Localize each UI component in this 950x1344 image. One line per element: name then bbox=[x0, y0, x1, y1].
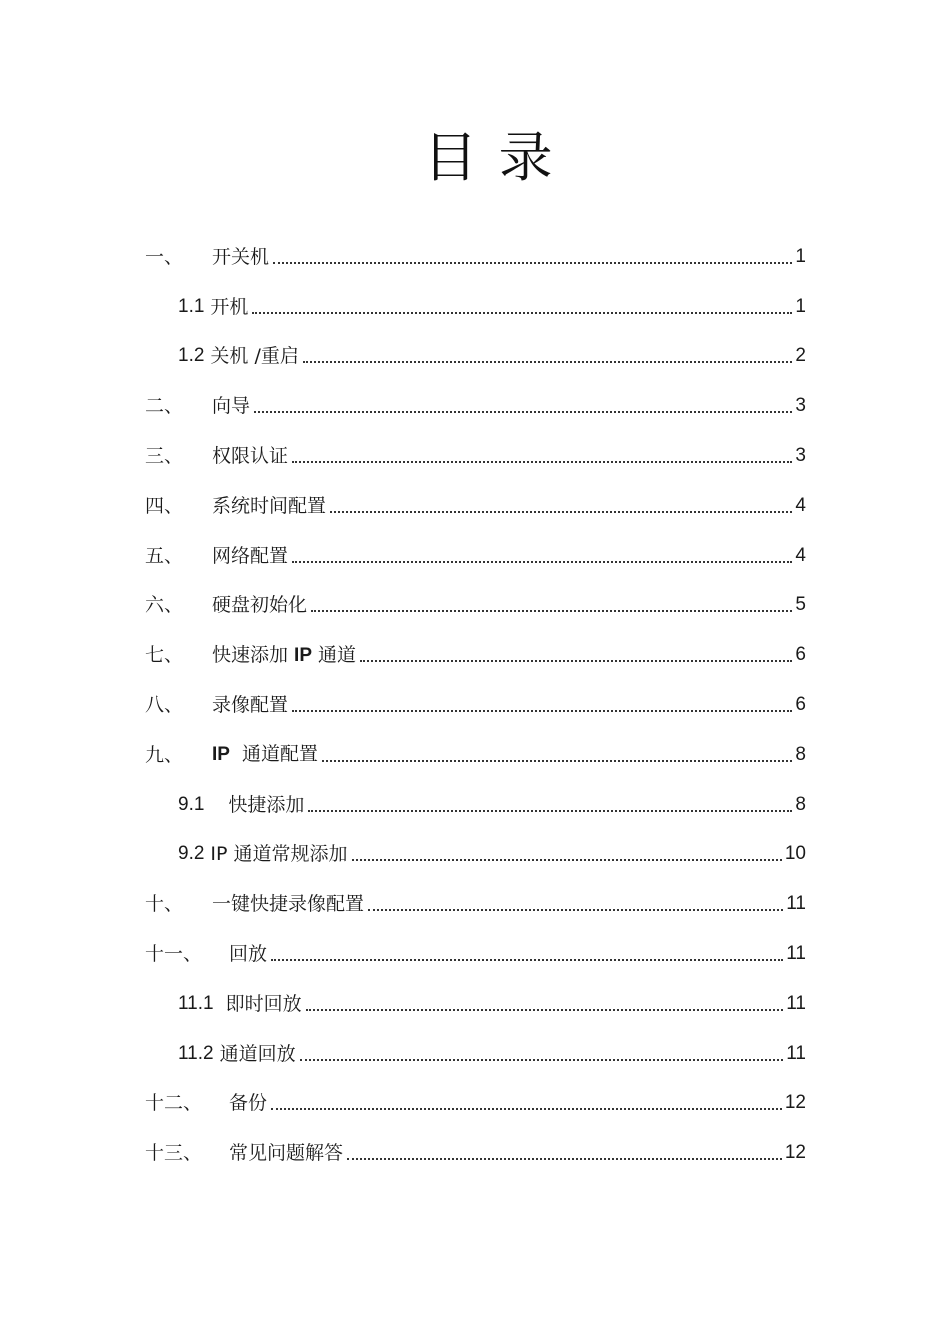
toc-entry-number: 五、 bbox=[145, 544, 184, 567]
toc-entry-number: 九、 bbox=[145, 743, 184, 766]
toc-entry-label bbox=[145, 492, 330, 520]
toc-entry-channel-playback[interactable] bbox=[145, 1029, 806, 1079]
toc-entry-number: 二、 bbox=[145, 395, 184, 418]
toc-dot-leader bbox=[306, 990, 784, 1018]
toc-page-number: 6 bbox=[795, 694, 806, 716]
toc-entry-number: 六、 bbox=[145, 594, 184, 617]
toc-entry-number: 一、 bbox=[145, 245, 184, 268]
toc-page-number: 11 bbox=[786, 992, 806, 1014]
toc-entry-text-part: 通道配置 bbox=[229, 743, 319, 766]
toc-dot-leader bbox=[271, 1089, 782, 1117]
toc-dot-leader bbox=[347, 1139, 782, 1167]
toc-entry-text: 关机 /重启 bbox=[210, 345, 299, 368]
toc-entry-label bbox=[145, 1139, 347, 1167]
toc-entry-one-key-recording[interactable] bbox=[145, 879, 806, 929]
toc-entry-label bbox=[145, 1089, 271, 1117]
toc-entry-number: 1.2 bbox=[178, 345, 205, 367]
toc-entry-number: 四、 bbox=[145, 494, 184, 517]
toc-entry-label bbox=[145, 542, 292, 570]
toc-entry-label bbox=[178, 342, 303, 370]
toc-entry-text: 即时回放 bbox=[225, 992, 302, 1015]
toc-entry-shutdown-restart[interactable] bbox=[145, 332, 806, 382]
toc-entry-text-part: 快速添加 bbox=[212, 643, 295, 666]
toc-page-number: 12 bbox=[784, 1092, 806, 1114]
toc-entry-label bbox=[178, 293, 252, 321]
toc-dot-leader bbox=[352, 840, 782, 868]
toc-dot-leader bbox=[254, 392, 792, 420]
toc-entry-label bbox=[145, 392, 254, 420]
toc-entry-number: 9.2 bbox=[178, 843, 205, 865]
toc-dot-leader bbox=[300, 1040, 784, 1068]
toc-entry-number: 11.1 bbox=[178, 992, 214, 1014]
toc-entry-recording-config[interactable] bbox=[145, 680, 806, 730]
toc-entry-number: 十二、 bbox=[145, 1092, 203, 1115]
toc-dot-leader bbox=[360, 641, 792, 669]
toc-dot-leader bbox=[330, 492, 792, 520]
toc-entry-text-ip: IP bbox=[294, 644, 312, 666]
toc-entry-label bbox=[178, 840, 352, 868]
toc-dot-leader bbox=[368, 890, 783, 918]
toc-entry-wizard[interactable] bbox=[145, 381, 806, 431]
toc-page-number: 3 bbox=[795, 395, 806, 417]
toc-entry-ip-channel-regular-add[interactable] bbox=[145, 830, 806, 880]
toc-entry-text: 网络配置 bbox=[212, 544, 289, 567]
toc-page-number: 1 bbox=[795, 245, 806, 267]
toc-page-number: 8 bbox=[795, 793, 806, 815]
toc-entry-quick-add[interactable] bbox=[145, 780, 806, 830]
toc-entry-label bbox=[178, 1040, 300, 1068]
toc-entry-power[interactable] bbox=[145, 232, 806, 282]
toc-dot-leader bbox=[292, 542, 792, 570]
toc-entry-label bbox=[145, 641, 360, 670]
toc-entry-text: 一键快捷录像配置 bbox=[212, 893, 365, 916]
toc-page-number: 11 bbox=[786, 1042, 806, 1064]
toc-entry-quick-add-ip-channel[interactable] bbox=[145, 630, 806, 680]
table-of-contents bbox=[145, 232, 806, 1178]
toc-dot-leader bbox=[252, 293, 792, 321]
toc-entry-text: 权限认证 bbox=[212, 445, 289, 468]
toc-entry-network[interactable] bbox=[145, 531, 806, 581]
toc-dot-leader bbox=[311, 591, 792, 619]
toc-entry-text: 系统时间配置 bbox=[212, 494, 327, 517]
toc-entry-label bbox=[178, 791, 308, 819]
toc-page-number: 2 bbox=[795, 345, 806, 367]
toc-entry-ip-channel-config[interactable] bbox=[145, 730, 806, 780]
toc-entry-text: 开机 bbox=[210, 295, 249, 318]
toc-entry-label bbox=[145, 591, 311, 619]
toc-entry-text bbox=[212, 641, 356, 670]
toc-entry-text: 开关机 bbox=[212, 245, 270, 268]
toc-dot-leader bbox=[292, 691, 792, 719]
toc-entry-text: IP 通道常规添加 bbox=[210, 843, 348, 866]
toc-entry-number: 十一、 bbox=[145, 943, 203, 966]
toc-entry-backup[interactable] bbox=[145, 1079, 806, 1129]
toc-dot-leader bbox=[271, 940, 783, 968]
toc-entry-label bbox=[145, 890, 368, 918]
toc-entry-text: 硬盘初始化 bbox=[212, 594, 308, 617]
toc-entry-label bbox=[145, 442, 292, 470]
toc-page-number: 3 bbox=[795, 445, 806, 467]
toc-entry-text: 快捷添加 bbox=[228, 793, 305, 816]
toc-entry-text: 回放 bbox=[229, 943, 268, 966]
toc-entry-label bbox=[145, 940, 271, 968]
toc-entry-number: 1.1 bbox=[178, 295, 205, 317]
toc-entry-power-on[interactable] bbox=[145, 282, 806, 332]
toc-page-number: 11 bbox=[786, 893, 806, 915]
toc-dot-leader bbox=[292, 442, 792, 470]
toc-entry-text: 备份 bbox=[229, 1092, 268, 1115]
toc-entry-number: 十三、 bbox=[145, 1142, 203, 1165]
toc-entry-text: 通道回放 bbox=[219, 1042, 296, 1065]
toc-entry-text-part: 通道 bbox=[312, 643, 357, 666]
toc-entry-number: 11.2 bbox=[178, 1042, 214, 1064]
toc-entry-text-ip: IP bbox=[212, 744, 230, 766]
toc-entry-number: 三、 bbox=[145, 445, 184, 468]
toc-page-number: 5 bbox=[795, 594, 806, 616]
toc-page-number: 8 bbox=[795, 743, 806, 765]
toc-entry-number: 七、 bbox=[145, 644, 184, 667]
toc-page-number: 12 bbox=[784, 1142, 806, 1164]
toc-entry-authentication[interactable] bbox=[145, 431, 806, 481]
toc-entry-number: 十、 bbox=[145, 893, 184, 916]
toc-page-number: 6 bbox=[795, 644, 806, 666]
toc-entry-text: 常见问题解答 bbox=[229, 1142, 344, 1165]
toc-dot-leader bbox=[308, 791, 792, 819]
toc-page-number: 10 bbox=[784, 843, 806, 865]
toc-page-number: 4 bbox=[795, 494, 806, 516]
toc-entry-playback[interactable] bbox=[145, 929, 806, 979]
toc-dot-leader bbox=[322, 741, 792, 769]
toc-page-number: 4 bbox=[795, 544, 806, 566]
toc-entry-number: 9.1 bbox=[178, 793, 205, 815]
toc-entry-faq[interactable] bbox=[145, 1128, 806, 1178]
toc-page-number: 1 bbox=[795, 295, 806, 317]
toc-entry-label bbox=[145, 691, 292, 719]
toc-page-number: 11 bbox=[786, 943, 806, 965]
toc-dot-leader bbox=[273, 243, 792, 271]
toc-entry-text: 录像配置 bbox=[212, 694, 289, 717]
toc-entry-text: 向导 bbox=[212, 395, 251, 418]
toc-entry-instant-playback[interactable] bbox=[145, 979, 806, 1029]
toc-entry-number: 八、 bbox=[145, 694, 184, 717]
toc-title: 目 录 bbox=[423, 126, 555, 189]
toc-entry-label bbox=[178, 990, 306, 1018]
toc-dot-leader bbox=[303, 342, 793, 370]
toc-entry-disk-init[interactable] bbox=[145, 581, 806, 631]
toc-entry-system-time[interactable] bbox=[145, 481, 806, 531]
toc-entry-label bbox=[145, 243, 273, 271]
toc-entry-text bbox=[212, 740, 318, 769]
toc-entry-label bbox=[145, 740, 322, 769]
